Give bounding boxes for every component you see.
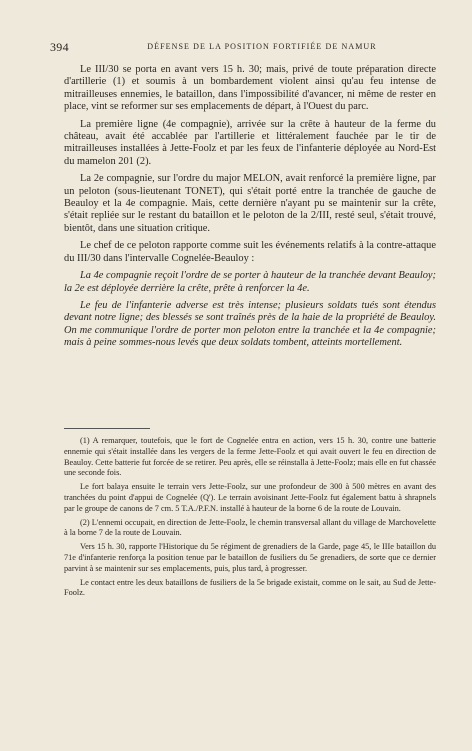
- paragraph: La première ligne (4e compagnie), arrivée sur la crête à hauteur de la ferme du château, avait été accablée par l'artillerie et littéralement fauchée par le tir de mitrailleuses installées à Jette-Foolz et par les feux de l'infanterie déployée au Nord-Est du mamelon 201 (2).: [64, 118, 436, 167]
- main-text: [64, 64, 436, 355]
- footnote: (1) A remarquer, toutefois, que le fort de Cognelée entra en action, vers 15 h. 30, contre une batterie ennemie qui s'était installée dans les vergers de la ferme Jette-Foolz et qui avait ouvert le feu en direction de Beauloy. Cette batterie fut forcée de se retirer. Peu après, elle se réinstalla à Jette-Foolz; mais elle en fut chassée une seconde fois.: [64, 436, 436, 478]
- paragraph: La 2e compagnie, sur l'ordre du major MELON, avait renforcé la première ligne, par un peloton (sous-lieutenant TONET), qui s'était porté entre la tranchée de gauche de Beauloy et la 4e compagnie. Mais, cette dernière n'ayant pu se maintenir sur la crête, s'était repliée sur le restant du bataillon et le peloton de la 2/III, resté seul, s'était trouvé, bientôt, dans une situation critique.: [64, 173, 436, 234]
- quoted-paragraph: Le feu de l'infanterie adverse est très intense; plusieurs soldats tués sont étendus devant notre ligne; des blessés se sont traînés près de la haie de la propriété de Beauloy. On me communique l'ordre de porter mon peloton entre la tranchée et la 4e compagnie; mais à peine sommes-nous levés que deux soldats tombent, atteints mortellement.: [64, 299, 436, 349]
- footnote: Vers 15 h. 30, rapporte l'Historique du 5e régiment de grenadiers de la Garde, page 45, le IIIe bataillon du 71e d'infanterie renforça la position tenue par le bataillon de fusiliers du 5e grenadiers, de sorte que ce dernier parvint à se maintenir sur ses emplacements, puis, plus tard, à progresser.: [64, 542, 436, 573]
- footnotes: [64, 436, 436, 602]
- footnote: Le fort balaya ensuite le terrain vers Jette-Foolz, sur une profondeur de 300 à 500 mètres en avant des tranchées du point d'appui de Cognelée (Q'). Le terrain avoisinant Jette-Foolz fut également battu à shrapnels par le groupe de canons de 7 cm. 5 T.A./P.F.N. installé à hauteur de la borne 6 de la route de Louvain.: [64, 482, 436, 513]
- footnote: (2) L'ennemi occupait, en direction de Jette-Foolz, le chemin transversal allant du village de Marchovelette à la borne 7 de la route de Louvain.: [64, 517, 436, 538]
- page-header: [50, 40, 434, 54]
- running-title: DÉFENSE DE LA POSITION FORTIFIÉE DE NAMUR: [147, 42, 377, 51]
- footnote-rule: [64, 428, 150, 429]
- footnote: Le contact entre les deux bataillons de fusiliers de la 5e brigade existait, comme on le sait, au Sud de Jette-Foolz.: [64, 577, 436, 598]
- paragraph: Le chef de ce peloton rapporte comme suit les événements relatifs à la contre-attaque du III/30 dans l'intervalle Cognelée-Beauloy :: [64, 240, 436, 264]
- quoted-paragraph: La 4e compagnie reçoit l'ordre de se porter à hauteur de la tranchée devant Beauloy; la 2e est déployée derrière la crête, prête à renforcer la 4e.: [64, 270, 436, 294]
- page-number: 394: [50, 40, 69, 54]
- paragraph: Le III/30 se porta en avant vers 15 h. 30; mais, privé de toute préparation directe d'artillerie (1) et soumis à un bombardement violent ainsi qu'au feu intense de mitrailleuses ennemies, le bataillon, dans l'impossibilité d'avancer, ni même de rester en place, vint se reformer sur ses emplacements de départ, à l'Ouest du parc.: [64, 64, 436, 113]
